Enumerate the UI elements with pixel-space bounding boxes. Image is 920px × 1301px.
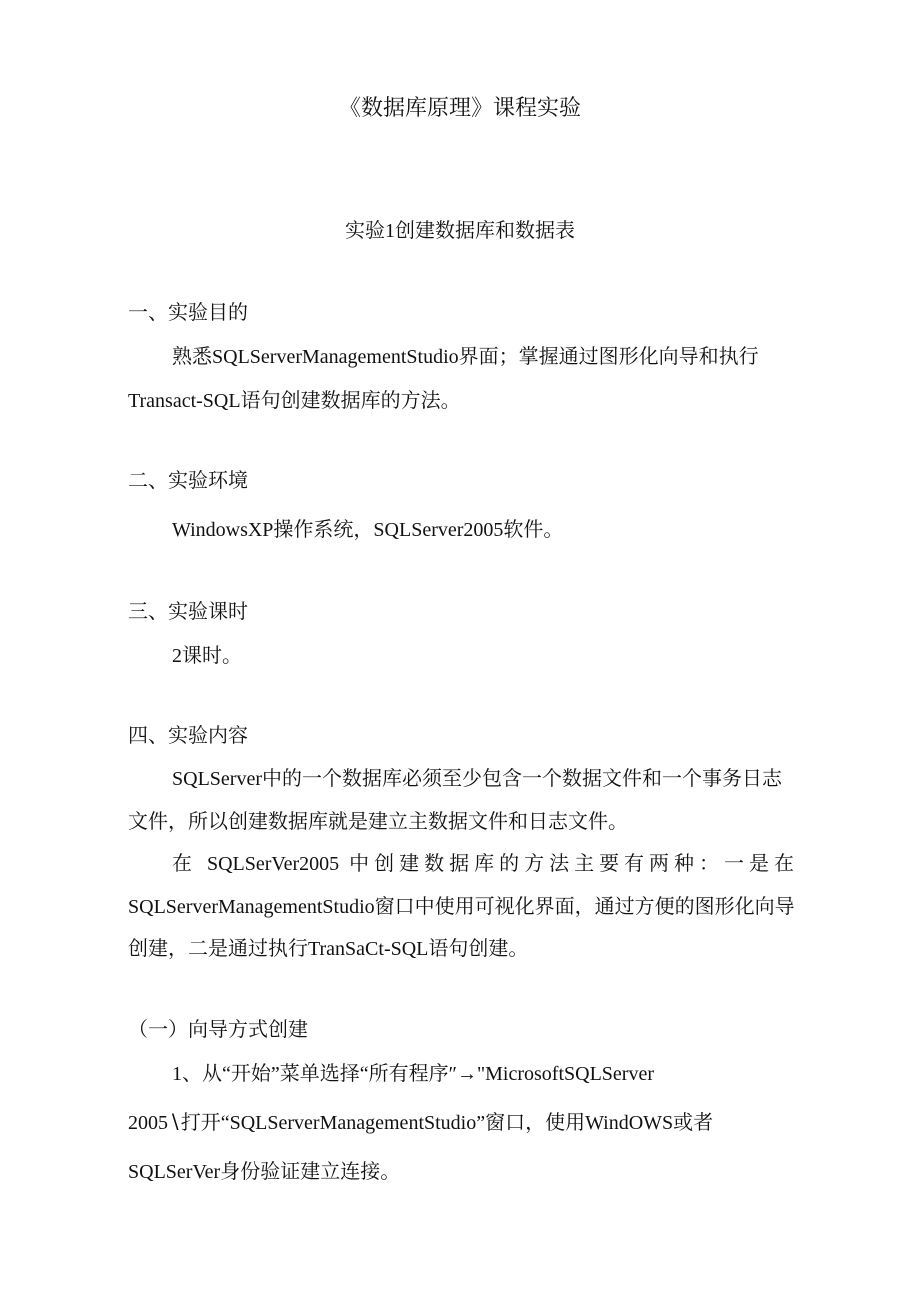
- paragraph-line: 创建，二是通过执行TranSaCt-SQL语句创建。: [128, 938, 529, 960]
- section-heading-environment: 二、实验环境: [128, 470, 248, 492]
- document-title: 《数据库原理》课程实验: [338, 95, 581, 120]
- paragraph-line: WindowsXP操作系统，SQLServer2005软件。: [172, 519, 564, 541]
- paragraph-line: 2课时。: [172, 645, 242, 667]
- paragraph-line: 文件，所以创建数据库就是建立主数据文件和日志文件。: [128, 811, 628, 833]
- section-heading-hours: 三、实验课时: [128, 601, 248, 623]
- subsection-heading-wizard: （一）向导方式创建: [128, 1019, 308, 1041]
- paragraph-line: SQLServerManagementStudio窗口中使用可视化界面，通过方便的图形化向导: [128, 896, 795, 918]
- experiment-title: 实验1创建数据库和数据表: [345, 220, 575, 242]
- paragraph-line: 在 SQLSerVer2005 中创建数据库的方法主要有两种：一是在: [172, 853, 794, 875]
- paragraph-line: SQLSerVer身份验证建立连接。: [128, 1161, 401, 1183]
- paragraph-line: SQLServer中的一个数据库必须至少包含一个数据文件和一个事务日志: [172, 768, 782, 790]
- paragraph-line: 2005∖打开“SQLServerManagementStudio”窗口，使用WindOWS或者: [128, 1112, 714, 1134]
- section-heading-content: 四、实验内容: [128, 725, 248, 747]
- paragraph-line: 1、从“开始”菜单选择“所有程序″→"MicrosoftSQLServer: [172, 1063, 654, 1085]
- paragraph-line: Transact-SQL语句创建数据库的方法。: [128, 390, 461, 412]
- paragraph-line: 熟悉SQLServerManagementStudio界面；掌握通过图形化向导和执行: [172, 346, 759, 368]
- section-heading-purpose: 一、实验目的: [128, 302, 248, 324]
